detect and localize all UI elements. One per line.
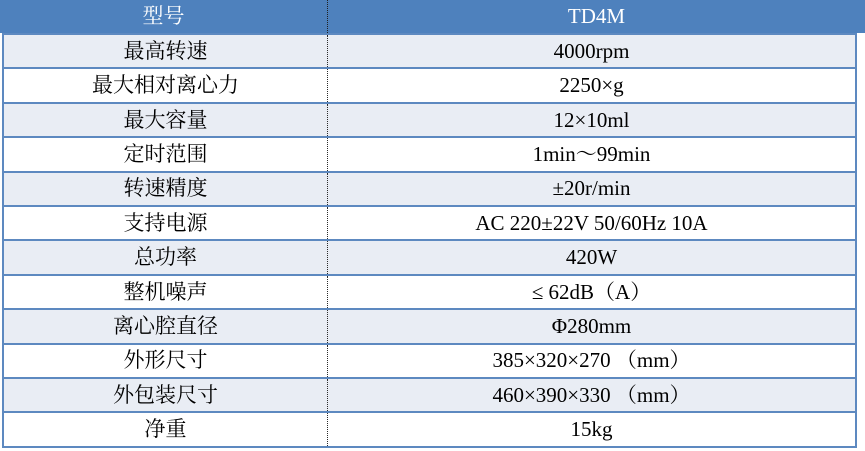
table-row	[4, 205, 855, 239]
spec-value-cell: 2250×g	[559, 73, 624, 98]
header-model-cell: 型号	[0, 0, 328, 33]
table-row	[4, 343, 855, 377]
table-header-row	[0, 0, 865, 33]
spec-name-cell: 净重	[4, 413, 328, 445]
spec-name-cell: 最大容量	[4, 104, 328, 136]
spec-value-cell: 385×320×270 （mm）	[492, 348, 691, 373]
spec-name-cell: 总功率	[4, 241, 328, 273]
spec-name-cell: 最高转速	[4, 35, 328, 67]
table-row	[4, 411, 855, 445]
spec-name-cell: 转速精度	[4, 173, 328, 205]
spec-name-cell: 外形尺寸	[4, 345, 328, 377]
table-body	[2, 33, 857, 448]
spec-value-cell: ±20r/min	[552, 176, 631, 201]
spec-value-cell: 12×10ml	[553, 107, 630, 132]
table-row	[4, 102, 855, 136]
table-row	[4, 239, 855, 273]
spec-value-cell: 1min～99min	[532, 141, 651, 166]
spec-name-cell: 支持电源	[4, 207, 328, 239]
spec-value-cell: 15kg	[570, 417, 613, 442]
spec-value-cell: AC 220±22V 50/60Hz 10A	[475, 210, 708, 235]
spec-value-cell: 4000rpm	[553, 38, 630, 63]
table-row	[4, 33, 855, 67]
table-row	[4, 171, 855, 205]
spec-value-cell: 420W	[565, 245, 618, 270]
spec-value-cell: 460×390×330 （mm）	[492, 382, 691, 407]
table-row	[4, 308, 855, 342]
spec-name-cell: 整机噪声	[4, 276, 328, 308]
spec-name-cell: 定时范围	[4, 138, 328, 170]
spec-name-cell: 最大相对离心力	[4, 69, 328, 101]
table-row	[4, 136, 855, 170]
table-row	[4, 377, 855, 411]
spec-name-cell: 离心腔直径	[4, 310, 328, 342]
spec-value-cell: Φ280mm	[551, 313, 632, 338]
header-model-value-cell: TD4M	[567, 4, 626, 28]
table-row	[4, 274, 855, 308]
table-row	[4, 67, 855, 101]
spec-name-cell: 外包装尺寸	[4, 379, 328, 411]
spec-value-cell: ≤ 62dB（A）	[531, 279, 652, 304]
